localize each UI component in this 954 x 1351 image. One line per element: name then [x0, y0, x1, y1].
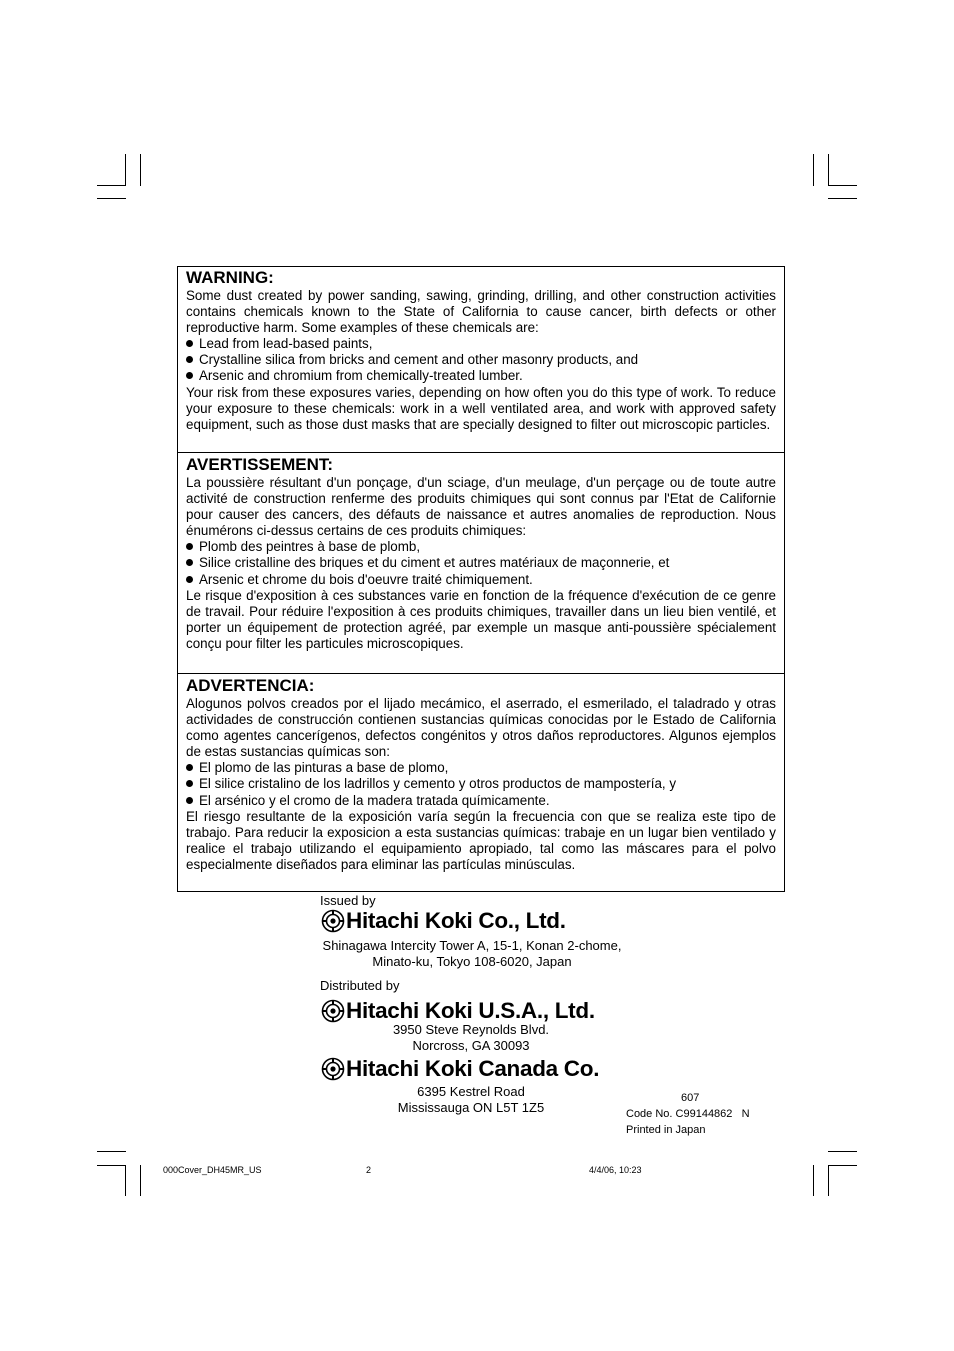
crop-mark	[828, 1165, 829, 1196]
advertencia-outro: El riesgo resultante de la exposición varía según la frecuencia con que se realiza este tipo de trabajo. Para reducir la exposicion a esta sustancias químicas: trabaje en un lugar bien ventilado y realice el trabajo utilizando el equipamiento apropiado, tal como las máscares para el polvo especialmente diseñados para eliminar las partículas minúsculas.	[186, 808, 776, 872]
bullet-icon	[186, 356, 193, 363]
slug-date: 4/4/06, 10:23	[589, 1165, 642, 1175]
warning-box	[177, 266, 785, 892]
slug-filename: 000Cover_DH45MR_US	[163, 1165, 262, 1175]
avertissement-intro: La poussière résultant d'un ponçage, d'un sciage, d'un meulage, d'un perçage ou de toute autre activité de construction renferme des produits chimiques qui sont connus par l'Etat de Californie pour causer des cancers, des défauts de naissance et autres anomalies de reproduction. Nous énumérons ci-dessus certains de ces produits chimiques:	[186, 475, 776, 539]
crop-mark	[828, 198, 857, 199]
list-item: Arsenic and chromium from chemically-treated lumber.	[186, 368, 776, 384]
hitachi-logo-icon	[321, 909, 345, 933]
bullet-icon	[186, 576, 193, 583]
distributor-canada-address-line1: 6395 Kestrel Road	[417, 1084, 525, 1099]
list-item: El arsénico y el cromo de la madera tratada químicamente.	[186, 793, 776, 809]
list-item: Arsenic et chrome du bois d'oeuvre traité chimiquement.	[186, 572, 776, 588]
bullet-icon	[186, 780, 193, 787]
bullet-icon	[186, 764, 193, 771]
bullet-icon	[186, 797, 193, 804]
distributor-usa-company: Hitachi Koki U.S.A., Ltd.	[321, 998, 595, 1024]
bullet-icon	[186, 340, 193, 347]
crop-mark	[140, 154, 141, 186]
crop-mark	[125, 1165, 126, 1196]
issuer-address-line1: Shinagawa Intercity Tower A, 15-1, Konan 2-chome,	[322, 938, 622, 953]
list-item: Silice cristalline des briques et du ciment et autres matériaux de maçonnerie, et	[186, 555, 776, 571]
distributor-canada-address-line2: Mississauga ON L5T 1Z5	[397, 1100, 545, 1115]
issuer-address-line2: Minato-ku, Tokyo 108-6020, Japan	[372, 954, 572, 969]
crop-mark	[97, 1151, 126, 1152]
list-item: El silice cristalino de los ladrillos y cemento y otros productos de mampostería, y	[186, 776, 776, 792]
bullet-icon	[186, 372, 193, 379]
crop-mark	[97, 1165, 126, 1166]
warning-intro: Some dust created by power sanding, sawing, grinding, drilling, and other construction activities contains chemicals known to the State of California to cause cancer, birth defects or other reproductive harm. Some examples of these chemicals are:	[186, 288, 776, 336]
advertencia-title: ADVERTENCIA:	[186, 676, 315, 695]
hitachi-logo-icon	[321, 999, 345, 1023]
slug-page: 2	[366, 1165, 372, 1175]
warning-section-en	[178, 267, 784, 452]
warning-title: WARNING:	[186, 268, 274, 287]
crop-mark	[828, 1165, 857, 1166]
hitachi-logo-icon	[321, 1057, 345, 1081]
distributor-canada-company: Hitachi Koki Canada Co.	[321, 1056, 599, 1082]
warning-outro: Your risk from these exposures varies, depending on how often you do this type of work. To reduce your exposure to these chemicals: work in a well ventilated area, and work with approved safety equipment, such as those dust masks that are specially designed to filter out microscopic particles.	[186, 384, 776, 432]
crop-mark	[828, 154, 829, 186]
avertissement-title: AVERTISSEMENT:	[186, 455, 334, 474]
issued-by-label: Issued by	[320, 893, 376, 908]
crop-mark	[97, 185, 126, 186]
code-number: Code No. C99144862 N	[626, 1108, 750, 1120]
crop-mark	[813, 1165, 814, 1196]
warning-section-es	[178, 673, 784, 891]
issuer-company: Hitachi Koki Co., Ltd.	[321, 908, 566, 934]
advertencia-intro: Alogunos polvos creados por el lijado mecámico, el aserrado, el esmerilado, el taladrado y otras actividades de construcción contienen sustancias químicas conocidas por le Estado de California como agentes cancerígenos, defectos congénitos y otros daños reproductores. Algunos ejemplos de estas sustancias químicas son:	[186, 696, 776, 760]
crop-mark	[140, 1165, 141, 1196]
crop-mark	[97, 198, 126, 199]
avertissement-outro: Le risque d'exposition à ces substances varie en fonction de la fréquence d'exécution de ce genre de travail. Pour réduire l'exposition à ces produits chimiques, travailler dans un lieu bien ventilé, et porter un équipement de protection agréé, par exemple un masque anti-poussière spécialement conçu pour filter les particules microscopiques.	[186, 587, 776, 651]
list-item: Lead from lead-based paints,	[186, 336, 776, 352]
distributor-usa-address-line2: Norcross, GA 30093	[412, 1038, 530, 1053]
list-item: Crystalline silica from bricks and cement and other masonry products, and	[186, 352, 776, 368]
warning-section-fr	[178, 452, 784, 673]
crop-mark	[813, 154, 814, 186]
printed-in: Printed in Japan	[626, 1124, 706, 1136]
bullet-icon	[186, 543, 193, 550]
crop-mark	[828, 185, 857, 186]
distributor-usa-address-line1: 3950 Steve Reynolds Blvd.	[392, 1022, 550, 1037]
list-item: Plomb des peintres à base de plomb,	[186, 539, 776, 555]
distributed-by-label: Distributed by	[320, 978, 400, 993]
catalog-number: 607	[681, 1092, 700, 1104]
list-item: El plomo de las pinturas a base de plomo,	[186, 760, 776, 776]
crop-mark	[828, 1151, 857, 1152]
crop-mark	[125, 154, 126, 186]
bullet-icon	[186, 559, 193, 566]
